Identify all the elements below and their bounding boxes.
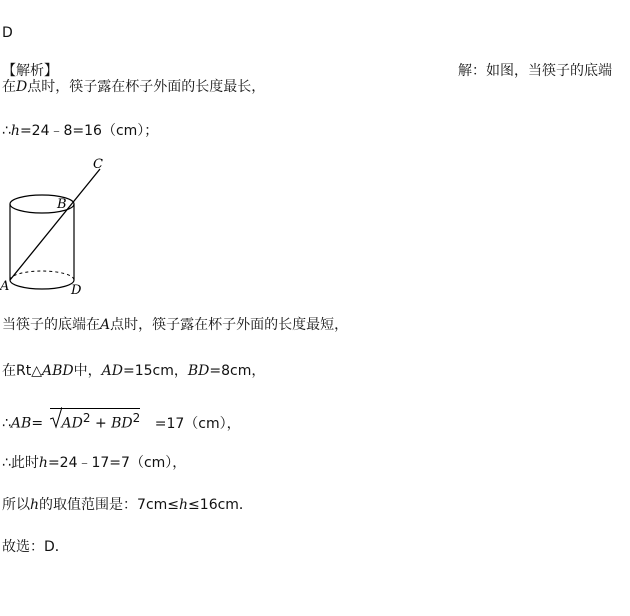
triangle-name: ABD — [42, 363, 74, 379]
line-hypotenuse — [2, 408, 241, 433]
var-h: h — [38, 455, 48, 471]
line-min-condition — [2, 316, 348, 334]
line-max-height — [2, 122, 158, 140]
line-min-height — [2, 454, 186, 472]
segment-ab: AB — [10, 415, 32, 432]
plus-sign: + — [90, 415, 112, 432]
result: =17（cm）， — [154, 415, 241, 432]
line-conclusion — [2, 538, 69, 556]
exponent: 2 — [82, 411, 91, 425]
point-var: A — [100, 317, 111, 333]
text: ． — [54, 539, 69, 555]
answer-letter: D — [2, 25, 13, 41]
text: 在Rt — [2, 363, 32, 379]
label-b: B — [57, 197, 67, 212]
text: 当筷子的底端在 — [2, 317, 100, 333]
equation: =24﹣17=7（cm）， — [47, 455, 187, 471]
text: 点时，筷子露在杯子外面的长度最长， — [27, 79, 266, 95]
radicand-ad: AD — [61, 415, 83, 432]
segment-ad: AD — [101, 363, 123, 379]
equals: = — [31, 415, 44, 432]
upper-bound: 16cm． — [199, 497, 253, 513]
therefore-symbol: ∴ — [2, 415, 11, 432]
analysis-header: 【解析】 — [2, 63, 58, 79]
radical-sign — [50, 407, 62, 429]
text: 点时，筷子露在杯子外面的长度最短， — [110, 317, 349, 333]
equation: =24﹣8=16（cm）； — [19, 123, 159, 139]
line-range — [2, 496, 253, 514]
line-max-condition — [2, 78, 265, 96]
text: 在 — [2, 79, 16, 95]
segment-bd: BD — [187, 363, 210, 379]
text: 的取值范围是： — [39, 497, 138, 513]
label-c: C — [93, 157, 103, 172]
lower-bound: 7cm — [137, 497, 168, 513]
label-a: A — [0, 279, 10, 294]
exponent: 2 — [132, 411, 141, 425]
ad-value: =15cm， — [122, 363, 188, 379]
therefore-symbol: ∴ — [2, 123, 11, 139]
text: 故选： — [2, 539, 44, 555]
var-h: h — [10, 123, 20, 139]
point-var: D — [16, 79, 28, 95]
leq-symbol: ≤ — [188, 497, 200, 513]
text: 所以 — [2, 497, 30, 513]
var-h: h — [30, 497, 40, 513]
bd-value: =8cm， — [209, 363, 266, 379]
cylinder-figure — [0, 155, 130, 300]
solution-intro: 解：如图，当筷子的底端 — [458, 63, 612, 79]
leq-symbol: ≤ — [167, 497, 180, 513]
var-h: h — [179, 497, 189, 513]
cylinder-diagram — [0, 155, 130, 300]
radicand-bd: BD — [111, 415, 133, 432]
triangle-symbol: △ — [31, 363, 42, 379]
final-answer: D — [44, 539, 55, 555]
sqrt-expression — [50, 408, 141, 433]
label-d: D — [71, 283, 82, 298]
line-right-triangle — [2, 362, 265, 380]
text: 中， — [73, 363, 102, 379]
text: ∴此时 — [2, 455, 39, 471]
